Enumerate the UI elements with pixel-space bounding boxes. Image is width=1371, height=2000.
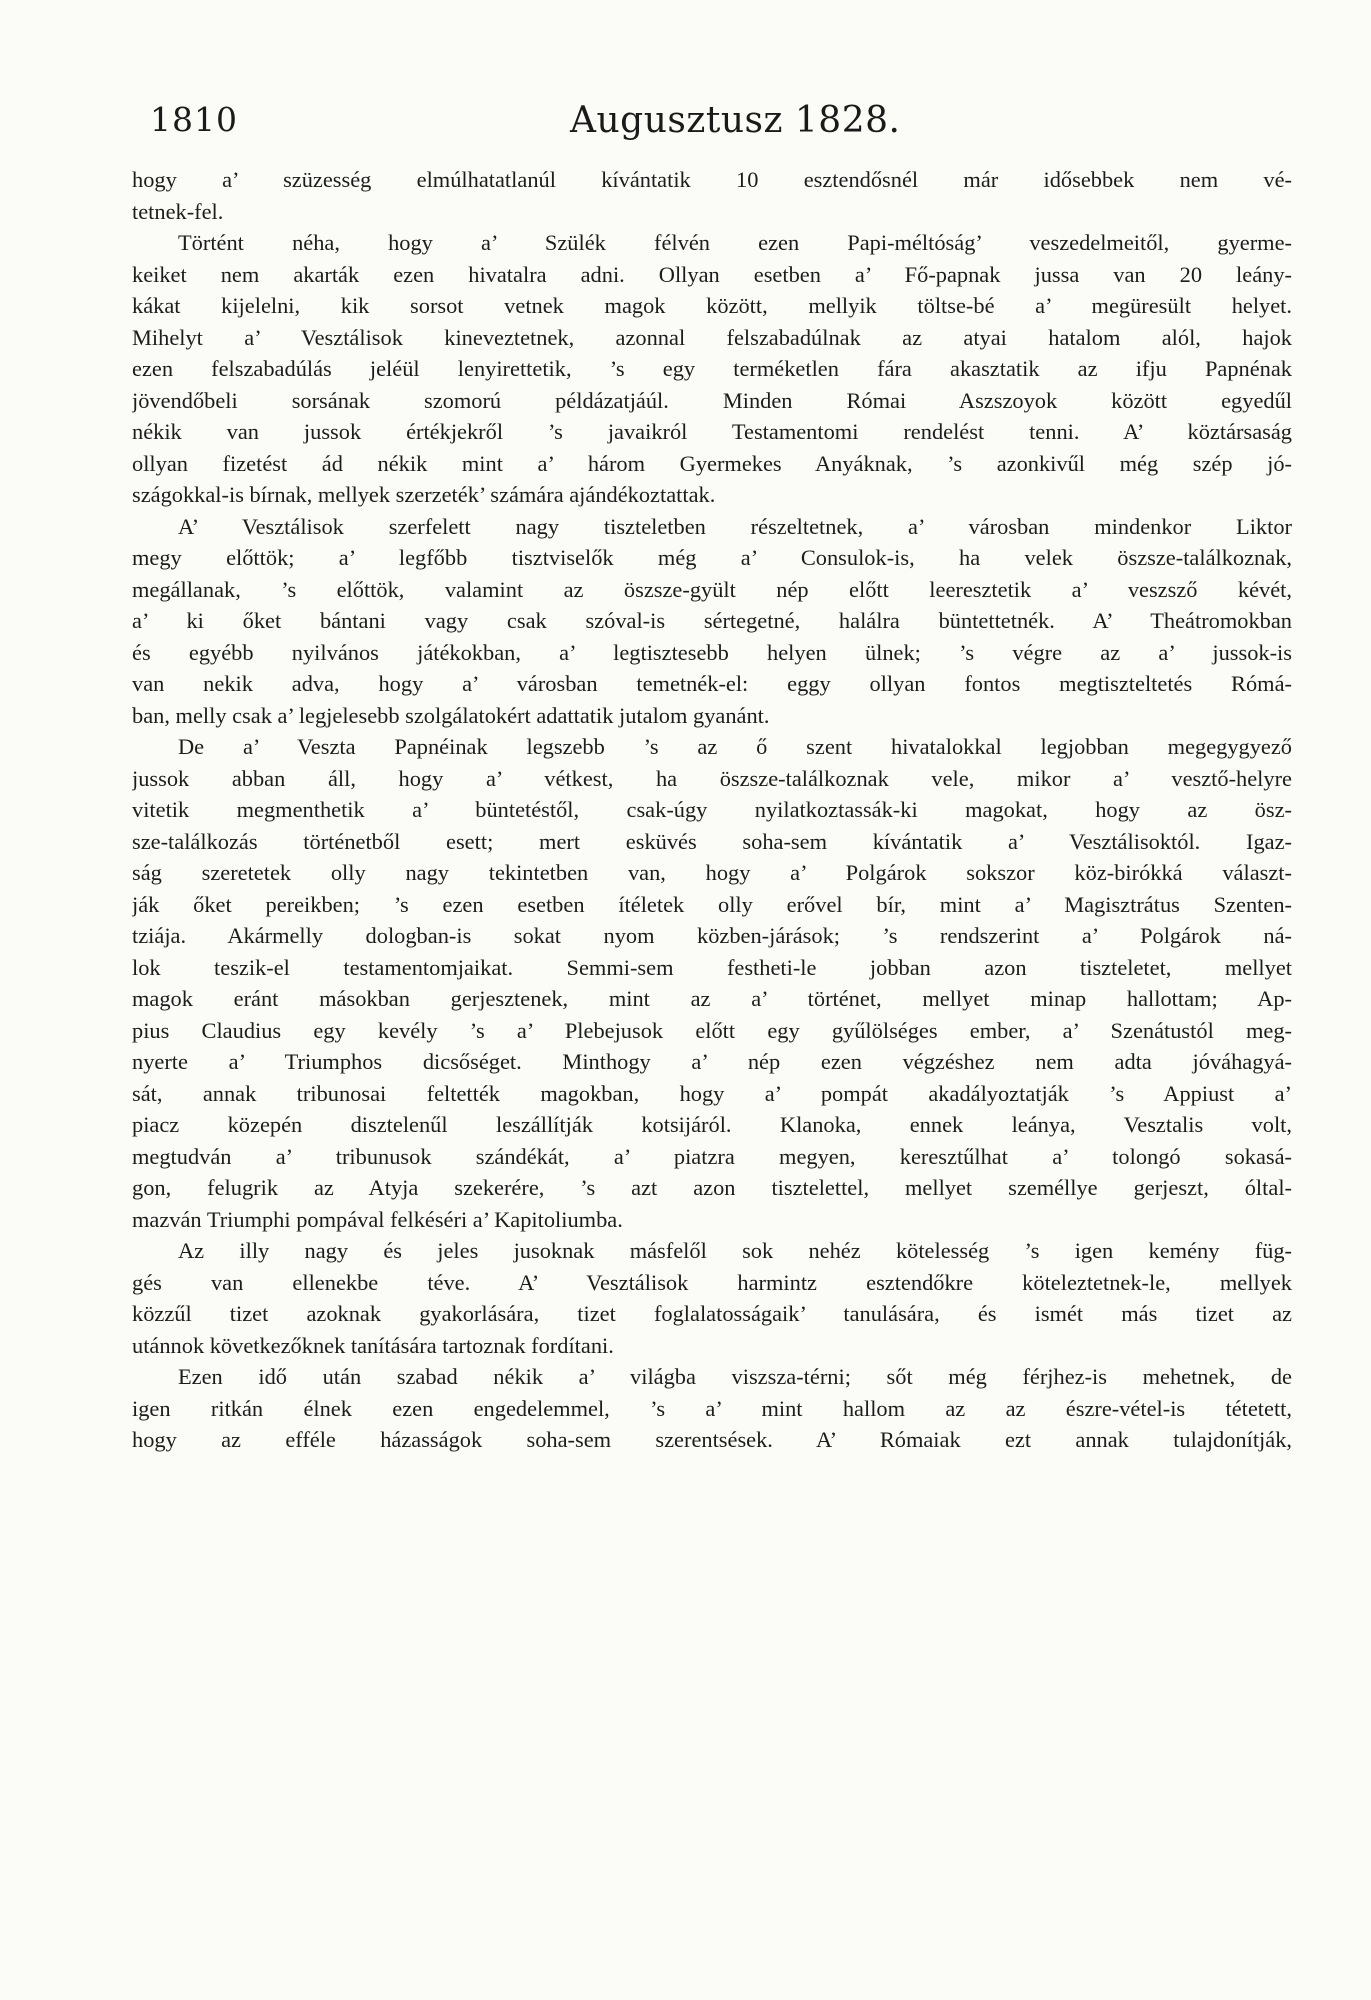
text-line: vitetik megmenthetik a’ büntetéstől, csak-úgy nyilatkoztassák-ki magokat, hogy az ösz- bbox=[132, 797, 1292, 822]
text-line: ezen felszabadúlás jeléül lenyirettetik, ’s egy terméketlen fára akasztatik az ifju Papnénak bbox=[132, 356, 1292, 381]
text-line: igen ritkán élnek ezen engedelemmel, ’s a’ mint hallom az az észre-vétel-is tétetett, bbox=[132, 1395, 1292, 1421]
text-line: nyerte a’ Triumphos dicsőséget. Minthogy a’ nép ezen végzéshez nem adta jóváhagyá- bbox=[132, 1049, 1292, 1074]
text-line: magok eránt másokban gerjesztenek, mint az a’ történet, mellyet minap hallottam; Ap- bbox=[132, 986, 1292, 1011]
text-line: ják őket pereikben; ’s ezen esetben ítéletek olly erővel bír, mint a’ Magisztrátus Szenten- bbox=[132, 891, 1292, 917]
text-line: megtudván a’ tribunusok szándékát, a’ piatzra megyen, keresztűlhat a’ tolongó sokasá- bbox=[132, 1143, 1292, 1169]
text-line: tetnek-fel. bbox=[132, 198, 224, 224]
text-line: pius Claudius egy kevély ’s a’ Plebejusok előtt egy gyűlölséges ember, a’ Szenátustól meg- bbox=[132, 1017, 1292, 1043]
text-line: nékik van jussok értékjekről ’s javaikról Testamentomi rendelést tenni. A’ köztársaság bbox=[132, 419, 1292, 444]
text-line: hogy az efféle házasságok soha-sem szerentsések. A’ Rómaiak ezt annak tulajdonítják, bbox=[132, 1427, 1292, 1452]
text-line: hogy a’ szüzesség elmúlhatatlanúl kívántatik 10 esztendősnél már idősebbek nem vé- bbox=[132, 167, 1292, 192]
text-line: piacz közepén disztelenűl leszállítják kotsijáról. Klanoka, ennek leánya, Vesztalis volt, bbox=[132, 1112, 1292, 1137]
text-line: ban, melly csak a’ legjelesebb szolgálatokért adattatik jutalom gyanánt. bbox=[132, 702, 770, 728]
text-line: Történt néha, hogy a’ Szülék félvén ezen Papi-méltóság’ veszedelmeitől, gyerme- bbox=[178, 230, 1292, 255]
text-line: megállanak, ’s előttök, valamint az öszsze-gyült nép előtt leeresztetik a’ veszsző kévét, bbox=[132, 576, 1292, 602]
text-line: ság szeretetek olly nagy tekintetben van, hogy a’ Polgárok sokszor köz-birókká választ- bbox=[132, 860, 1292, 885]
text-line: Ezen idő után szabad nékik a’ világba viszsza-térni; sőt még férjhez-is mehetnek, de bbox=[178, 1364, 1292, 1389]
text-line: Az illy nagy és jeles jusoknak másfelől sok nehéz kötelesség ’s igen kemény füg- bbox=[178, 1238, 1292, 1263]
text-line: szágokkal-is bírnak, mellyek szerzeték’ számára ajándékoztattak. bbox=[132, 482, 716, 507]
text-line: gés van ellenekbe téve. A’ Vesztálisok harmintz esztendőkre köteleztetnek-le, mellyek bbox=[132, 1269, 1292, 1295]
body-text bbox=[132, 164, 1292, 1456]
text-line: lok teszik-el testamentomjaikat. Semmi-sem festheti-le jobban azon tiszteletet, mellyet bbox=[132, 954, 1292, 980]
text-line: keiket nem akarták ezen hivatalra adni. Ollyan esetben a’ Fő-papnak jussa van 20 leány- bbox=[132, 261, 1292, 287]
text-line: megy előttök; a’ legfőbb tisztviselők még a’ Consulok-is, ha velek öszsze-találkoznak, bbox=[132, 545, 1292, 570]
text-line: gon, felugrik az Atyja szekerére, ’s azt azon tisztelettel, mellyet személlye gerjeszt, óltal- bbox=[132, 1175, 1292, 1200]
text-line: tziája. Akármelly dologban-is sokat nyom közben-járások; ’s rendszerint a’ Polgárok ná- bbox=[132, 923, 1292, 948]
text-line: sát, annak tribunosai feltették magokban, hogy a’ pompát akadályoztatják ’s Appiust a’ bbox=[132, 1080, 1292, 1106]
running-head: Augusztusz 1828. bbox=[570, 100, 901, 141]
text-line: ollyan fizetést ád nékik mint a’ három Gyermekes Anyáknak, ’s azonkivűl még szép jó- bbox=[132, 450, 1292, 476]
text-line: van nekik adva, hogy a’ városban temetnék-el: eggy ollyan fontos megtiszteltetés Rómá- bbox=[132, 671, 1292, 696]
text-line: utánnok következőknek tanítására tartoznak fordítani. bbox=[132, 1332, 614, 1358]
text-line: Mihelyt a’ Vesztálisok kineveztetnek, azonnal felszabadúlnak az atyai hatalom alól, hajok bbox=[132, 324, 1292, 350]
text-line: kákat kijelelni, kik sorsot vetnek magok között, mellyik töltse-bé a’ megüresült helyet. bbox=[132, 293, 1292, 318]
page-number: 1810 bbox=[150, 100, 238, 139]
text-line: jövendőbeli sorsának szomorú példázatjáúl. Minden Római Aszszoyok között egyedűl bbox=[132, 387, 1292, 413]
text-line: mazván Triumphi pompával felkéséri a’ Kapitoliumba. bbox=[132, 1206, 623, 1232]
text-line: De a’ Veszta Papnéinak legszebb ’s az ő szent hivatalokkal legjobban megegygyező bbox=[178, 734, 1292, 759]
text-line: A’ Vesztálisok szerfelett nagy tiszteletben részeltetnek, a’ városban mindenkor Liktor bbox=[178, 513, 1292, 539]
text-line: jussok abban áll, hogy a’ vétkest, ha öszsze-találkoznak vele, mikor a’ vesztő-helyre bbox=[132, 765, 1292, 791]
text-line: és egyébb nyilvános játékokban, a’ legtisztesebb helyen ülnek; ’s végre az a’ jussok-is bbox=[132, 639, 1292, 665]
text-line: közzűl tizet azoknak gyakorlására, tizet foglalatosságaik’ tanulására, és ismét más tizet az bbox=[132, 1301, 1292, 1326]
page-header bbox=[150, 100, 1270, 150]
text-line: sze-találkozás történetből esett; mert esküvés soha-sem kívántatik a’ Vesztálisoktól. Igaz- bbox=[132, 828, 1292, 854]
text-line: a’ ki őket bántani vagy csak szóval-is sértegetné, halálra büntettetnék. A’ Theátromokban bbox=[132, 608, 1292, 633]
